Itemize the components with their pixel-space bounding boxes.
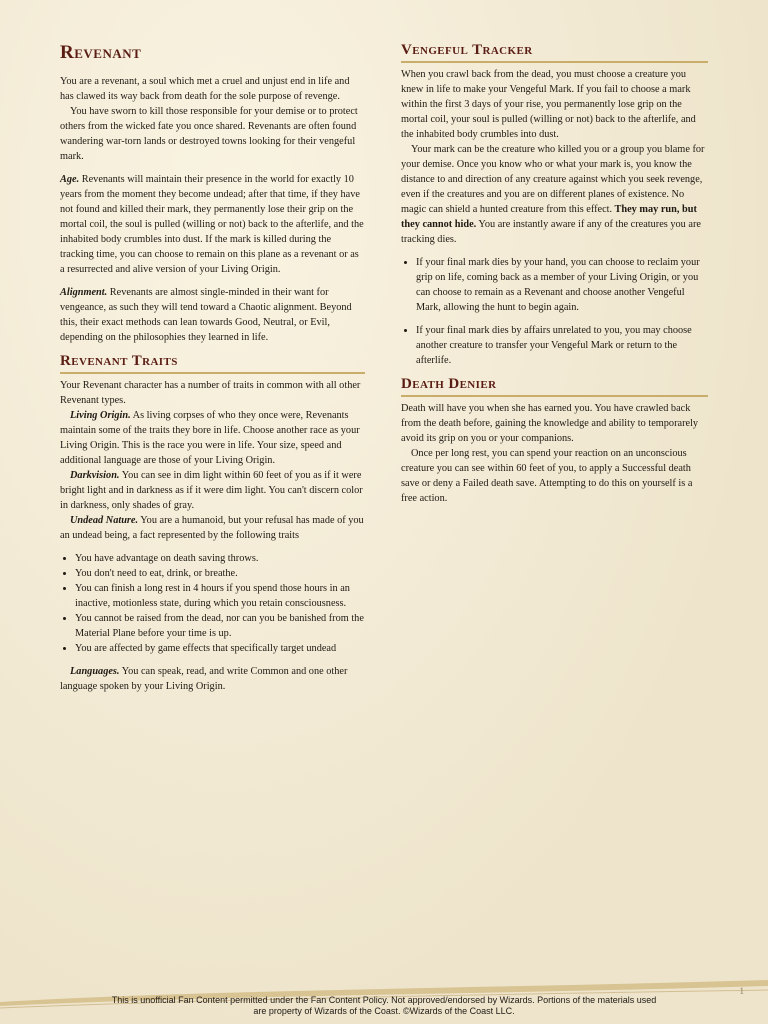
vengeful-tracker-heading: Vengeful Tracker xyxy=(401,42,708,63)
footer-line-1: This is unofficial Fan Content permitted under the Fan Content Policy. Not approved/endorsed by Wizards. Portions of the materials used xyxy=(111,995,657,1005)
list-item: • If your final mark dies by your hand, you can choose to reclaim your grip on life, coming back as a member of your Living Origin, or you can choose to remain as a Revenant and choose another Vengeful Mark, allowing the hunt to begin again. xyxy=(416,255,708,315)
darkvision-paragraph xyxy=(60,468,365,513)
list-item: • You don't need to eat, drink, or breathe. xyxy=(75,566,365,581)
list-item: • If your final mark dies by affairs unrelated to you, you may choose another creature to transfer your Vengeful Mark or return to the afterlife. xyxy=(416,323,708,368)
alignment-paragraph xyxy=(60,285,365,345)
mark-outcomes-list-2 xyxy=(401,323,708,368)
tracker-paragraph-2 xyxy=(401,142,708,247)
footer-line-2: are property of Wizards of the Coast. ©Wizards of the Coast LLC. xyxy=(253,1006,515,1016)
intro-paragraph-1: You are a revenant, a soul which met a cruel and unjust end in life and has clawed its way back from death for the sole purpose of revenge. xyxy=(60,76,350,102)
languages-label: Languages. xyxy=(70,666,120,677)
undead-nature-label: Undead Nature. xyxy=(70,515,139,526)
age-text: Revenants will maintain their presence in the world for exactly 10 years from the moment they become undead; after that time, if they have not found and killed their mark, they permanently lose their grip on the mortal coil, the soul is pulled (willing or not) back to the afterlife, and the inhabited body crumbles into dust. If the mark is killed during the tracking time, you can choose to remain on this plane as a revenant or as a resurrected and alive version of your Living Origin. xyxy=(60,174,364,275)
denier-paragraph-2: Once per long rest, you can spend your reaction on an unconscious creature you can see within 60 feet of you, to apply a Successful death save or deny a Failed death save. Attempting to do this on yourself is a free action. xyxy=(401,448,693,504)
tracker-text-c: You are instantly aware if any of the creatures you are tracking dies. xyxy=(401,219,701,245)
death-denier-heading: Death Denier xyxy=(401,376,708,397)
left-column xyxy=(60,42,365,694)
right-column xyxy=(401,42,708,506)
denier-paragraph-1: Death will have you when she has earned you. You have crawled back from the death before, gaining the knowledge and ability to temporarely avoid its grip on you or your companions. xyxy=(401,403,699,444)
list-item: • You can finish a long rest in 4 hours if you spend those hours in an inactive, motionless state, during which you retain consciousness. xyxy=(75,581,365,611)
undead-nature-text: You are a humanoid, but your refusal has made of you an undead being, a fact represented by the following traits xyxy=(60,515,364,541)
page-number: 1 xyxy=(739,986,744,996)
languages-paragraph xyxy=(60,664,365,694)
alignment-text: Revenants are almost single-minded in their want for vengeance, as such they will tend toward a Chaotic alignment. Beyond this, their exact methods can lean towards Good, Neutral, or Evil, depending on the philosophies they learned in life. xyxy=(60,287,352,343)
age-paragraph xyxy=(60,172,365,277)
tracker-paragraph-1: When you crawl back from the dead, you must choose a creature you knew in life to make your Vengeful Mark. If you fail to choose a mark within the first 3 days of your rise, you permanently lose grip on the mortal coil, your soul is pulled (willing or not) back to the afterlife, and the inhabited body crumbles into dust. xyxy=(401,69,696,140)
undead-nature-paragraph xyxy=(60,513,365,543)
darkvision-label: Darkvision. xyxy=(70,470,120,481)
living-origin-text: As living corpses of who they once were, Revenants maintain some of the traits they bore in life. Choose another race as your Living Origin. This is the race you were in life. Your size, speed and additional language are those of your Living Origin. xyxy=(60,410,360,466)
undead-traits-list xyxy=(60,551,365,656)
list-item: • You are affected by game effects that specifically target undead xyxy=(75,641,365,656)
tracker-text-a: Your mark can be the creature who killed you or a group you blame for your demise. Once you know who or what your mark is, you know the distance to and direction of any creature against which you seek revenge, even if the creatures and you are on different planes of existence. No magic can shield a hunted creature from this effect. xyxy=(401,144,705,215)
intro-paragraph-2: You have sworn to kill those responsible for your demise or to protect others from the wicked fate you once shared. Revenants are often found wandering war-torn lands or destroyed towns looking for their vengeful mark. xyxy=(60,106,358,162)
age-label: Age. xyxy=(60,174,80,185)
alignment-label: Alignment. xyxy=(60,287,108,298)
living-origin-paragraph xyxy=(60,408,365,468)
languages-text: You can speak, read, and write Common and one other language spoken by your Living Origin. xyxy=(60,666,348,692)
footer-legal xyxy=(0,995,768,1017)
traits-intro: Your Revenant character has a number of traits in common with all other Revenant types. xyxy=(60,380,361,406)
page-title: Revenant xyxy=(60,42,142,63)
living-origin-label: Living Origin. xyxy=(70,410,131,421)
list-item: • You cannot be raised from the dead, nor can you be banished from the Material Plane before your time is up. xyxy=(75,611,365,641)
list-item: • You have advantage on death saving throws. xyxy=(75,551,365,566)
mark-outcomes-list xyxy=(401,255,708,315)
darkvision-text: You can see in dim light within 60 feet of you as if it were bright light and in darkness as if it were dim light. You can't discern color in darkness, only shades of gray. xyxy=(60,470,363,511)
revenant-traits-heading: Revenant Traits xyxy=(60,353,365,374)
tracker-text-bold: They may run, but they cannot hide. xyxy=(401,204,697,230)
